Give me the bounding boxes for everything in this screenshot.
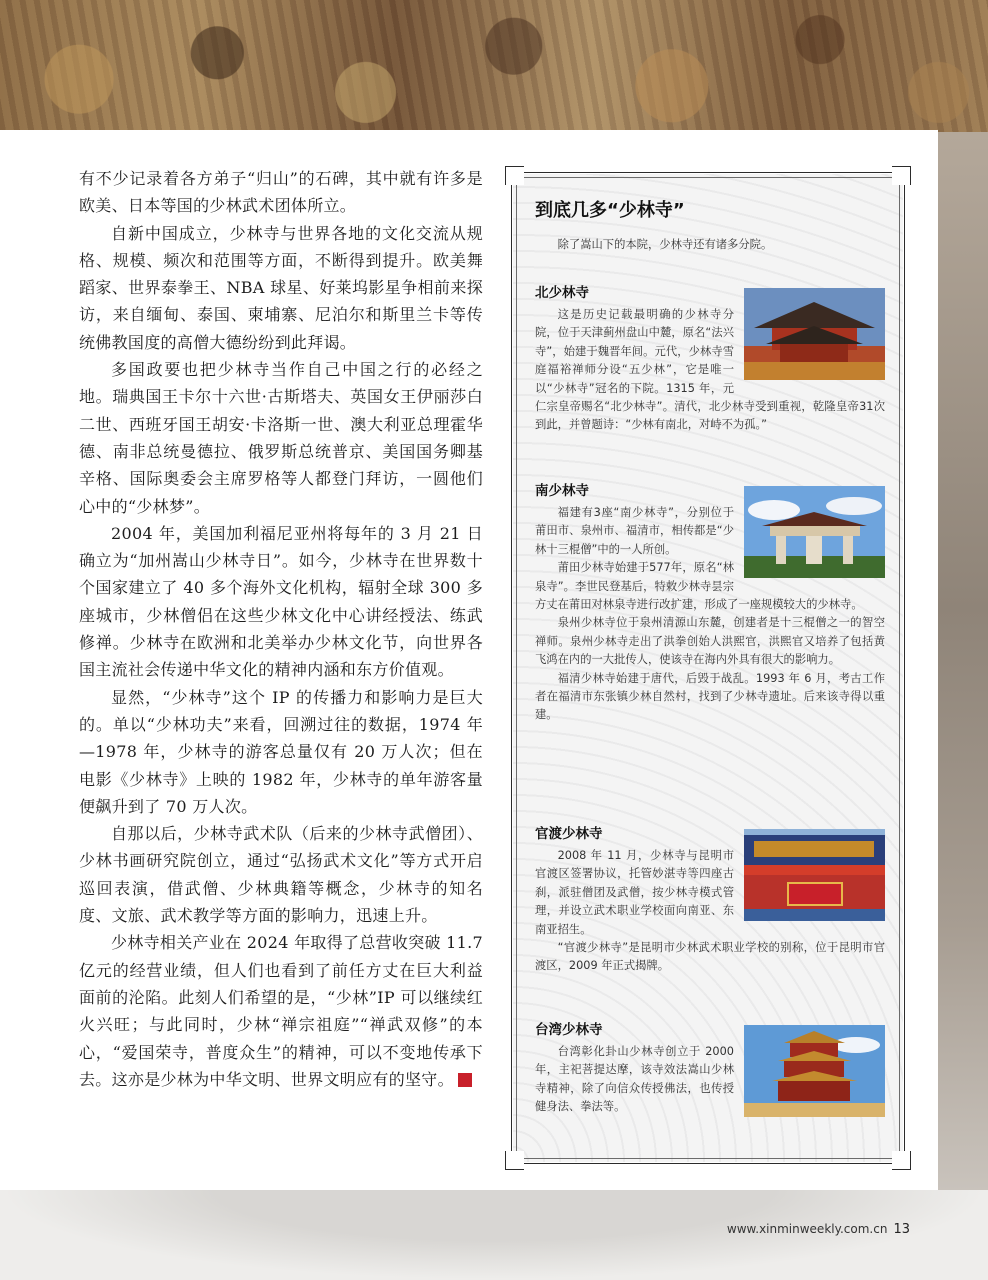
section-text: 福建有3座“南少林寺”，分别位于莆田市、泉州市、福清市，相传都是“少林十三棍僧”中的一人所创。 [535,506,734,556]
right-edge-image [938,132,988,1190]
article-paragraph: 自那以后，少林寺武术队（后来的少林寺武僧团）、少林书画研究院创立，通过“弘扬武术文化”等方式开启巡回表演，借武僧、少林典籍等概念，少林寺的知名度、文旅、武术教学等方面的影响力，迅速上升。 [79,824,483,926]
frame-corner [505,1151,524,1170]
section-text: 这是历史记载最明确的少林寺分院，位于天津蓟州盘山中麓，原名“法兴寺”，始建于魏晋年间。元代，少林寺雪庭福裕禅师分设“五少林”，它是唯一以“少林寺”冠名的下院。1315 年，元仁宗皇帝赐名“北少林寺”。清代，北少林寺受到重视，乾隆皇帝31次到此，并曾题诗：“少林有南北，对峙不为孤。” [535,308,885,432]
section-north-shaolin [535,284,885,435]
taiwan-shaolin-pagoda-photo [744,1025,885,1117]
article-paragraph-text: 少林寺相关产业在 2024 年取得了总营收突破 11.7 亿元的经营业绩，但人们也看到了前任方丈在巨大利益面前的沦陷。此刻人们希望的是，“少林”IP 可以继续红火兴旺；与此同时，少林“禅宗祖庭”“禅武双修”的本心，“爱国荣寺，普度众生”的精神，可以不变地传承下去。这亦是少林为中华文明、世界文明应有的坚守。 [79,933,484,1089]
page-footer [700,1222,910,1237]
article-paragraph: 自新中国成立，少林寺与世界各地的文化交流从规格、规模、频次和范围等方面，不断得到提升。欧美舞蹈家、世界泰拳王、NBA 球星、好莱坞影星争相前来探访，来自缅甸、泰国、柬埔寨、尼泊尔和斯里兰卡等传统佛教国度的高僧大德纷纷到此拜谒。 [79,223,483,352]
section-heading: 北少林寺 [535,285,589,301]
section-heading: 官渡少林寺 [535,826,603,842]
section-text: 泉州少林寺位于泉州清源山东麓，创建者是十三棍僧之一的智空禅师。泉州少林寺走出了洪拳创始人洪熙官，洪熙官又培养了包括黄飞鸿在内的一大批传人，使该寺在海内外具有很大的影响力。 [535,616,885,667]
south-shaolin-gate-photo [744,486,885,578]
guandu-shaolin-archway-photo [744,829,885,921]
page-number: 13 [893,1222,910,1237]
north-shaolin-temple-photo [744,288,885,380]
section-text: 2008 年 11 月，少林寺与昆明市官渡区签署协议，托管妙湛寺等四座古刹，派驻僧团及武僧，按少林寺模式管理，并设立武术职业学校面向南亚、东南亚招生。 [535,849,734,936]
sidebar-content [535,198,885,1114]
section-heading: 台湾少林寺 [535,1022,603,1038]
temple-photo-illustration [744,288,885,380]
article-paragraph-last [79,929,501,1093]
section-taiwan-shaolin [535,1021,885,1121]
frame-corner [505,166,524,185]
frame-corner [892,166,911,185]
section-text: “官渡少林寺”是昆明市少林武术职业学校的别称，位于昆明市官渡区，2009 年正式揭牌。 [535,941,885,973]
frame-corner [892,1151,911,1170]
section-text: 福清少林寺始建于唐代，后毁于战乱。1993 年 6 月，考古工作者在福清市东张镇少林自然村，找到了少林寺遗址。后来该寺得以重建。 [535,671,885,722]
archway-photo-illustration [744,829,885,921]
pagoda-photo-illustration [744,1025,885,1117]
sidebar-box [507,168,909,1168]
section-south-shaolin [535,482,885,725]
section-text: 莆田少林寺始建于577年，原名“林泉寺”。李世民登基后，特敕少林寺昙宗方丈在莆田对林泉寺进行改扩建，形成了一座规模较大的少林寺。 [535,561,863,612]
sidebar-title: 到底几多“少林寺” [535,200,685,221]
article-paragraph: 显然，“少林寺”这个 IP 的传播力和影响力是巨大的。单以“少林功夫”来看，回溯过往的数据，1974 年—1978 年，少林寺的游客总量仅有 20 万人次；但在电影《少林寺》上映的 1982 年，少林寺的单年游客量便飙升到了 70 万人次。 [79,687,483,816]
section-heading: 南少林寺 [535,483,589,499]
article-paragraph: 有不少记录着各方弟子“归山”的石碑，其中就有许多是欧美、日本等国的少林武术团体所立。 [79,169,483,216]
end-mark: 民 [458,1073,472,1087]
article-paragraph: 2004 年，美国加利福尼亚州将每年的 3 月 21 日确立为“加州嵩山少林寺日”。如今，少林寺在世界数十个国家建立了 40 多个海外文化机构，辐射全球 300 多座城市，少林僧侣在这些少林文化中心讲经授法、练武修禅。少林寺在欧洲和北美举办少林文化节，向世界各国主流社会传递中华文化的精神内涵和东方价值观。 [79,523,483,680]
header-mural-image [0,0,988,132]
section-text: 台湾彰化卦山少林寺创立于 2000 年，主祀菩提达摩，该寺效法嵩山少林寺精神，除了向信众传授佛法，也传授健身法、拳法等。 [535,1045,734,1114]
section-guandu-shaolin [535,825,885,976]
article-paragraph: 多国政要也把少林寺当作自己中国之行的必经之地。瑞典国王卡尔十六世·古斯塔夫、英国女王伊丽莎白二世、西班牙国王胡安·卡洛斯一世、澳大利亚总理霍华德、南非总统曼德拉、俄罗斯总统普京、美国国务卿基辛格、国际奥委会主席罗格等人都登门拜访，一圆他们心中的“少林梦”。 [79,360,483,516]
website-url: www.xinminweekly.com.cn [726,1222,888,1236]
main-article [79,165,501,1093]
sidebar-intro: 除了嵩山下的本院，少林寺还有诸多分院。 [557,238,773,251]
gate-photo-illustration [744,486,885,578]
